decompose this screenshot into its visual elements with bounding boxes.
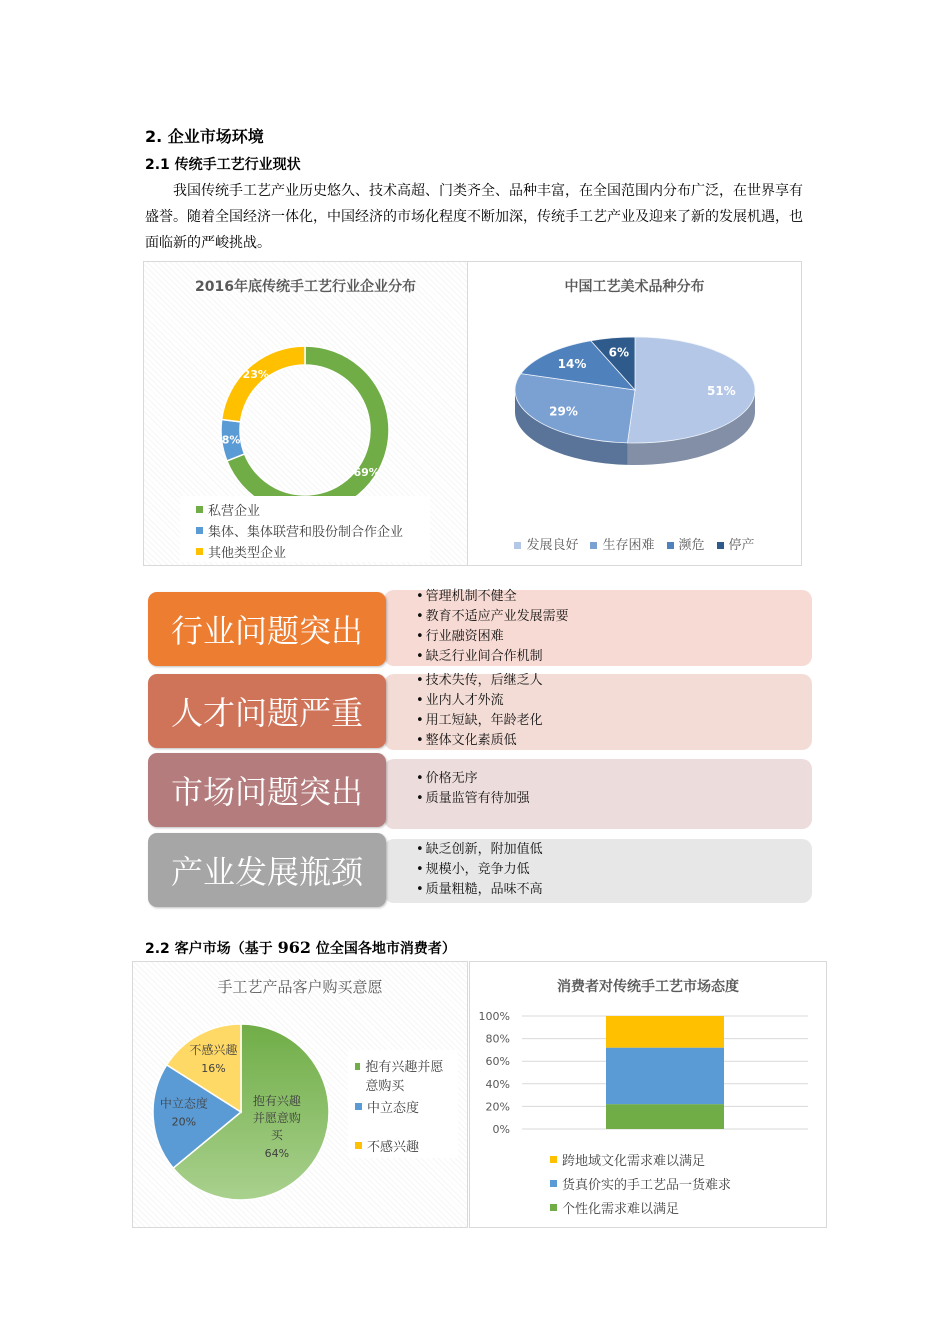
legend-swatch <box>196 527 203 534</box>
pie3d-data-label: 6% <box>608 345 629 360</box>
legend-item <box>667 534 705 553</box>
problem-label: 产业发展瓶颈 <box>148 833 386 907</box>
legend-label: 中立态度 <box>367 1101 420 1116</box>
chart-title: 2016年底传统手工艺行业企业分布 <box>195 279 416 295</box>
legend-item-interested <box>355 1058 455 1096</box>
problem-label: 行业问题突出 <box>148 592 386 666</box>
enterprise-distribution-chart <box>143 261 468 566</box>
subsection-heading-2-1: 2.1 传统手工艺行业现状 <box>145 157 301 173</box>
legend-item <box>590 534 654 553</box>
donut-data-label: 23% <box>242 368 269 382</box>
legend-swatch <box>550 1180 557 1187</box>
heading-suffix: 位全国各地市消费者） <box>310 941 456 957</box>
legend-swatch <box>196 506 203 513</box>
legend-item-other <box>196 542 286 561</box>
problem-items <box>416 587 569 667</box>
problem-label: 市场问题突出 <box>148 753 386 827</box>
y-tick-label: 80% <box>485 1032 510 1046</box>
legend-swatch <box>550 1156 557 1163</box>
problem-item: • 教育不适应产业发展需要 <box>416 607 569 627</box>
bar-segment <box>606 1048 724 1105</box>
problem-item: • 规模小，竞争力低 <box>416 860 543 880</box>
problem-item: • 行业融资困难 <box>416 627 569 647</box>
legend-item <box>514 534 578 553</box>
legend-label: 其他类型企业 <box>208 546 287 561</box>
intention-slice-name: 不感兴趣 <box>189 1042 238 1057</box>
craft-variety-chart <box>467 261 802 566</box>
problem-items <box>416 671 543 751</box>
intention-slice-name: 中立态度 <box>159 1096 208 1111</box>
legend-swatch <box>196 548 203 555</box>
subsection-heading-2-2 <box>145 938 456 958</box>
donut-data-label: 69% <box>353 465 380 479</box>
legend-label: 跨地域文化需求难以满足 <box>562 1154 706 1169</box>
intention-slice-name: 买 <box>270 1127 283 1142</box>
problem-item: • 管理机制不健全 <box>416 587 569 607</box>
intention-data-label: 64% <box>264 1146 290 1160</box>
legend-label: 货真价实的手工艺品一货难求 <box>562 1178 732 1193</box>
legend-label: 停产 <box>728 538 755 553</box>
legend-item <box>717 534 755 553</box>
problem-item: • 质量监管有待加强 <box>416 789 530 809</box>
market-attitude-chart <box>469 961 827 1228</box>
intention-data-label: 16% <box>201 1061 226 1075</box>
legend-item-personalized <box>550 1198 679 1217</box>
section-heading: 2. 企业市场环境 <box>145 127 264 146</box>
intention-data-label: 20% <box>171 1115 197 1129</box>
problem-item: • 整体文化素质低 <box>416 731 543 751</box>
intro-paragraph: 我国传统手工艺产业历史悠久、技术高超、门类齐全、品种丰富，在全国范围内分布广泛，在世界享有盛誉。随着全国经济一体化，中国经济的市场化程度不断加深，传统手工艺产业及迎来了新的发展机遇，也面临新的严峻挑战。 <box>145 183 803 251</box>
legend-swatch <box>355 1103 362 1110</box>
problem-row-bottleneck <box>148 833 812 909</box>
problem-items <box>416 840 543 900</box>
bar-segment <box>606 1016 724 1048</box>
legend-swatch <box>355 1063 360 1070</box>
heading-number: 962 <box>277 938 311 957</box>
problem-label: 人才问题严重 <box>148 674 386 748</box>
legend-label: 发展良好 <box>526 538 579 553</box>
y-tick-label: 40% <box>485 1077 510 1091</box>
legend-item-neutral <box>355 1097 419 1116</box>
donut-data-label: 8% <box>221 433 241 447</box>
heading-prefix: 2.2 客户市场（基于 <box>145 941 278 957</box>
problem-row-talent <box>148 674 812 750</box>
chart-title: 中国工艺美术品种分布 <box>564 279 705 295</box>
problem-row-industry <box>148 590 812 666</box>
pie3d-legend <box>468 534 801 553</box>
problem-items <box>416 769 530 809</box>
legend-label: 不感兴趣 <box>367 1140 420 1155</box>
legend-label: 生存困难 <box>602 538 655 553</box>
y-tick-label: 0% <box>492 1123 510 1136</box>
pie3d-data-label: 29% <box>549 404 578 419</box>
legend-item-collective <box>196 521 403 540</box>
legend-swatch <box>667 542 674 549</box>
problem-item: • 用工短缺，年龄老化 <box>416 711 543 731</box>
problem-item: • 缺乏创新，附加值低 <box>416 840 543 860</box>
legend-item-private <box>196 500 260 519</box>
legend-swatch <box>355 1142 362 1149</box>
legend-label: 濒危 <box>678 538 705 553</box>
problem-item: • 业内人才外流 <box>416 691 543 711</box>
problem-item: • 缺乏行业间合作机制 <box>416 647 569 667</box>
legend-label: 抱有兴趣并愿意购买 <box>365 1060 444 1094</box>
legend-swatch <box>550 1204 557 1211</box>
y-tick-label: 100% <box>478 1010 510 1023</box>
purchase-intention-chart <box>132 961 468 1228</box>
legend-item-uninterested <box>355 1136 419 1155</box>
chart-title: 消费者对传统手工艺市场态度 <box>557 979 739 995</box>
legend-item-genuine <box>550 1174 731 1193</box>
problem-item: • 技术失传，后继乏人 <box>416 671 543 691</box>
intention-slice-name: 抱有兴趣 <box>252 1093 301 1108</box>
pie3d-svg <box>468 302 801 522</box>
intention-slice-name: 并愿意购 <box>252 1110 301 1125</box>
legend-label: 集体、集体联营和股份制合作企业 <box>208 525 404 540</box>
legend-label: 私营企业 <box>208 504 261 519</box>
pie3d-data-label: 51% <box>706 384 736 399</box>
y-tick-label: 20% <box>485 1100 510 1114</box>
y-tick-label: 60% <box>485 1055 510 1069</box>
legend-label: 个性化需求难以满足 <box>562 1202 680 1217</box>
donut-slice <box>222 346 305 422</box>
legend-swatch <box>514 542 521 549</box>
pie3d-data-label: 14% <box>557 356 587 371</box>
problem-row-market <box>148 753 812 829</box>
legend-swatch <box>717 542 724 549</box>
legend-item-cross-region <box>550 1150 705 1169</box>
problem-item: • 价格无序 <box>416 769 530 789</box>
legend-swatch <box>590 542 597 549</box>
chart-title: 手工艺产品客户购买意愿 <box>217 978 383 996</box>
bar-segment <box>606 1104 724 1129</box>
problem-item: • 质量粗糙，品味不高 <box>416 880 543 900</box>
